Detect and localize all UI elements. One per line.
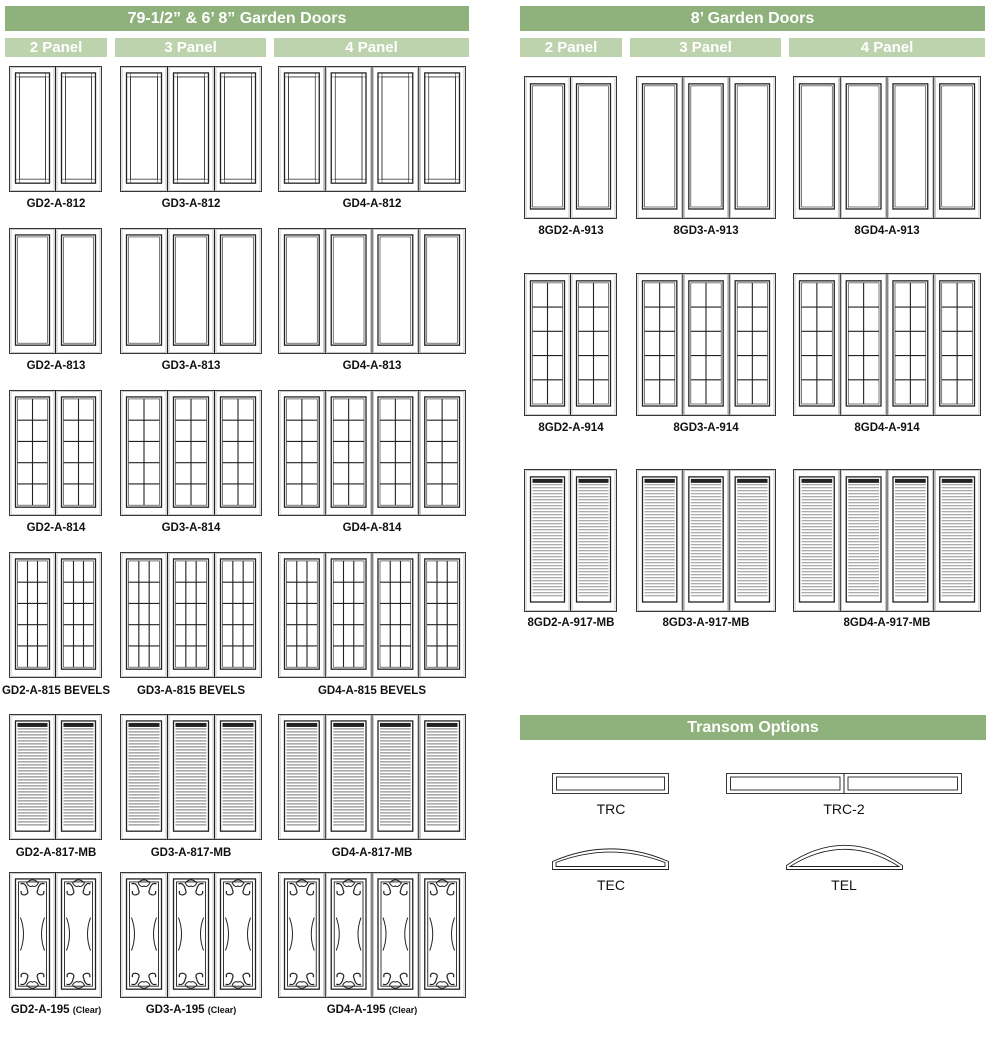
door-diagram (278, 390, 466, 516)
door-svg (278, 228, 466, 354)
door-panel (122, 68, 166, 191)
transom-label: TEL (831, 877, 857, 893)
door-panel (572, 78, 615, 218)
transom-diagram (552, 843, 669, 870)
door-panel (11, 874, 54, 997)
door-label-code: GD4-A-195 (326, 1004, 386, 1016)
door-panel (11, 392, 54, 515)
door-svg (524, 469, 617, 612)
left-col-3-panel: 3 Panel (115, 38, 266, 57)
door-label-suffix: (Clear) (72, 1005, 102, 1015)
door-panel (935, 275, 979, 415)
door-diagram (636, 76, 776, 219)
door-svg (524, 273, 617, 416)
door-diagram (278, 228, 466, 354)
door-panel (889, 78, 933, 218)
door-svg (9, 714, 102, 840)
door-svg (120, 228, 262, 354)
door-panel (795, 78, 839, 218)
door-panel (638, 275, 681, 415)
door-diagram (9, 228, 102, 354)
door-panel (374, 230, 418, 353)
transom-diagram (786, 842, 903, 870)
door-panel (327, 874, 371, 997)
door-label: GD2-A-814 (26, 522, 86, 534)
door-label: GD4-A-817-MB (331, 847, 413, 859)
door-panel (374, 554, 418, 677)
door-diagram (636, 273, 776, 416)
door-label: 8GD4-A-913 (854, 225, 920, 237)
door-diagram (524, 469, 617, 612)
door-panel (420, 716, 464, 839)
door-panel (122, 230, 166, 353)
door-panel (842, 275, 886, 415)
transom-svg (726, 773, 962, 794)
door-diagram (278, 552, 466, 678)
door-label: GD2-A-812 (26, 198, 86, 210)
door-panel (280, 716, 324, 839)
door-panel (327, 68, 371, 191)
door-label: 8GD3-A-913 (673, 225, 739, 237)
door-svg (636, 76, 776, 219)
door-svg (9, 66, 102, 192)
door-panel (216, 392, 260, 515)
transom-label: TEC (597, 877, 625, 893)
door-svg (636, 273, 776, 416)
door-diagram (120, 714, 262, 840)
door-svg (278, 872, 466, 998)
door-panel (935, 471, 979, 611)
door-panel (572, 471, 615, 611)
door-panel (684, 275, 727, 415)
door-panel (374, 392, 418, 515)
door-label: 8GD4-A-917-MB (843, 617, 931, 629)
door-diagram (524, 273, 617, 416)
door-diagram (524, 76, 617, 219)
door-diagram (793, 469, 981, 612)
door-label: GD2-A-815 BEVELS (1, 685, 111, 697)
door-panel (169, 68, 213, 191)
door-panel (420, 230, 464, 353)
door-svg (9, 872, 102, 998)
door-panel (374, 874, 418, 997)
left-col-2-panel: 2 Panel (5, 38, 107, 57)
door-label-suffix: (Clear) (388, 1005, 418, 1015)
door-diagram (120, 228, 262, 354)
door-label: 8GD3-A-917-MB (662, 617, 750, 629)
door-panel (216, 68, 260, 191)
door-svg (793, 76, 981, 219)
door-svg (278, 552, 466, 678)
transom-label: TRC-2 (823, 801, 865, 817)
door-svg (278, 714, 466, 840)
door-panel (169, 554, 213, 677)
door-label: GD2-A-817-MB (15, 847, 97, 859)
door-panel (420, 554, 464, 677)
door-panel (420, 392, 464, 515)
door-panel (374, 68, 418, 191)
door-diagram (278, 872, 466, 998)
door-diagram (9, 872, 102, 998)
door-panel (731, 275, 774, 415)
door-label: GD3-A-815 BEVELS (136, 685, 246, 697)
door-label: 8GD3-A-914 (673, 422, 739, 434)
door-panel (374, 716, 418, 839)
door-panel (638, 471, 681, 611)
door-panel (327, 554, 371, 677)
door-diagram (278, 66, 466, 192)
door-panel (11, 230, 54, 353)
door-panel (731, 78, 774, 218)
door-panel (169, 716, 213, 839)
door-svg (120, 66, 262, 192)
door-panel (327, 392, 371, 515)
door-panel (169, 874, 213, 997)
door-label: 8GD2-A-917-MB (527, 617, 615, 629)
door-panel (935, 78, 979, 218)
door-panel (57, 716, 100, 839)
transom-diagram (552, 773, 669, 794)
door-panel (11, 554, 54, 677)
door-panel (638, 78, 681, 218)
door-svg (120, 714, 262, 840)
transom-section-title: Transom Options (520, 715, 986, 740)
door-diagram (9, 390, 102, 516)
door-panel (280, 230, 324, 353)
transom-svg (786, 842, 903, 870)
door-panel (216, 716, 260, 839)
door-panel (795, 471, 839, 611)
transom-svg (552, 843, 669, 870)
door-label-suffix: (Clear) (207, 1005, 237, 1015)
door-label: GD3-A-814 (161, 522, 221, 534)
door-svg (9, 390, 102, 516)
door-panel (684, 471, 727, 611)
door-panel (216, 554, 260, 677)
door-panel (684, 78, 727, 218)
door-panel (216, 874, 260, 997)
door-panel (731, 471, 774, 611)
door-panel (280, 554, 324, 677)
door-label: GD3-A-817-MB (150, 847, 232, 859)
right-section-title: 8’ Garden Doors (520, 6, 985, 31)
door-diagram (636, 469, 776, 612)
transom-diagram (726, 773, 962, 794)
door-svg (120, 872, 262, 998)
door-panel (280, 392, 324, 515)
door-svg (524, 76, 617, 219)
door-panel (526, 78, 569, 218)
door-panel (889, 275, 933, 415)
transom-svg (552, 773, 669, 794)
door-panel (327, 716, 371, 839)
right-col-3-panel: 3 Panel (630, 38, 781, 57)
door-diagram (9, 714, 102, 840)
door-svg (793, 273, 981, 416)
door-label: 8GD2-A-913 (538, 225, 604, 237)
door-diagram (120, 66, 262, 192)
door-svg (793, 469, 981, 612)
door-panel (526, 471, 569, 611)
door-diagram (793, 273, 981, 416)
door-diagram (120, 390, 262, 516)
door-svg (9, 552, 102, 678)
door-panel (169, 392, 213, 515)
door-svg (120, 552, 262, 678)
right-col-4-panel: 4 Panel (789, 38, 985, 57)
door-svg (9, 228, 102, 354)
door-panel (795, 275, 839, 415)
door-diagram (278, 714, 466, 840)
door-svg (120, 390, 262, 516)
door-panel (122, 716, 166, 839)
door-panel (420, 874, 464, 997)
door-panel (216, 230, 260, 353)
door-panel (122, 554, 166, 677)
door-panel (842, 78, 886, 218)
door-label-code: GD2-A-195 (10, 1004, 70, 1016)
door-panel (842, 471, 886, 611)
transom-label: TRC (596, 801, 626, 817)
door-label: GD4-A-812 (342, 198, 402, 210)
door-svg (636, 469, 776, 612)
door-label: GD3-A-813 (161, 360, 221, 372)
door-label: 8GD4-A-914 (854, 422, 920, 434)
door-panel (280, 68, 324, 191)
door-panel (122, 874, 166, 997)
door-svg (278, 390, 466, 516)
door-label: GD4-A-813 (342, 360, 402, 372)
door-panel (57, 874, 100, 997)
door-panel (572, 275, 615, 415)
door-panel (57, 68, 100, 191)
door-panel (11, 68, 54, 191)
door-panel (526, 275, 569, 415)
door-panel (420, 68, 464, 191)
door-label-code: GD3-A-195 (145, 1004, 205, 1016)
door-diagram (9, 66, 102, 192)
door-panel (169, 230, 213, 353)
door-label-clear (327, 1004, 418, 1016)
door-diagram (120, 872, 262, 998)
door-panel (327, 230, 371, 353)
door-panel (57, 554, 100, 677)
door-svg (278, 66, 466, 192)
door-panel (57, 230, 100, 353)
door-diagram (793, 76, 981, 219)
door-label-clear (146, 1004, 237, 1016)
door-panel (280, 874, 324, 997)
door-label: GD4-A-814 (342, 522, 402, 534)
left-col-4-panel: 4 Panel (274, 38, 469, 57)
door-diagram (9, 552, 102, 678)
door-label: GD3-A-812 (161, 198, 221, 210)
left-section-title: 79-1/2” & 6’ 8” Garden Doors (5, 6, 469, 31)
door-label: GD2-A-813 (26, 360, 86, 372)
door-panel (11, 716, 54, 839)
door-diagram (120, 552, 262, 678)
door-label-clear (11, 1004, 102, 1016)
right-col-2-panel: 2 Panel (520, 38, 622, 57)
door-panel (889, 471, 933, 611)
door-panel (122, 392, 166, 515)
door-label: GD4-A-815 BEVELS (317, 685, 427, 697)
door-panel (57, 392, 100, 515)
door-label: 8GD2-A-914 (538, 422, 604, 434)
